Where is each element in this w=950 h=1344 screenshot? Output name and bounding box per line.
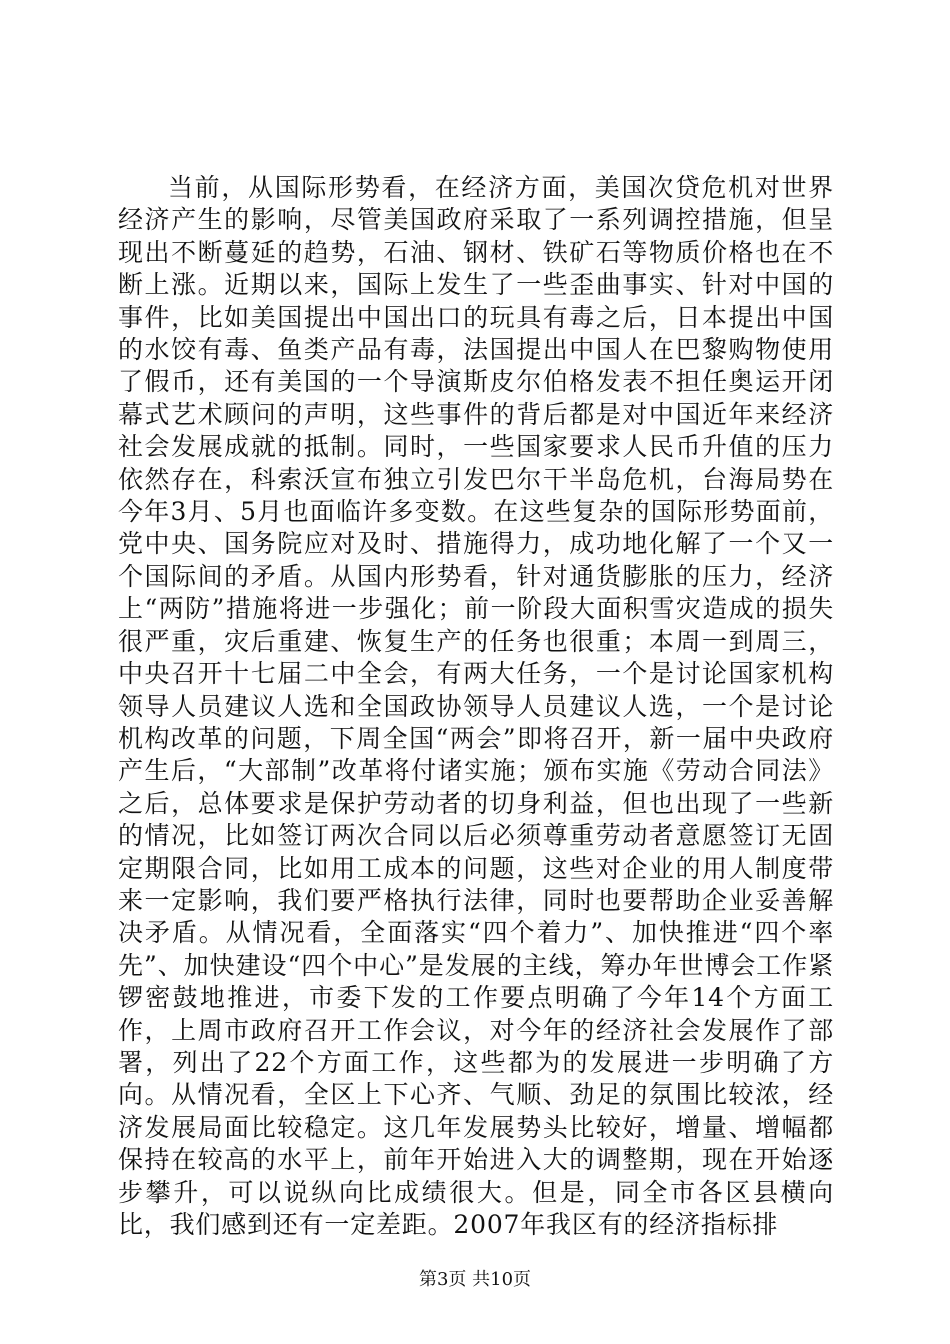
page-number-footer: 第3页 共10页 [418,1269,532,1290]
body-paragraph: 当前，从国际形势看，在经济方面，美国次贷危机对世界经济产生的影响，尽管美国政府采取了一系列调控措施，但呈现出不断蔓延的趋势，石油、钢材、铁矿石等物质价格也在不断上涨。近期以来，国际上发生了一些歪曲事实、针对中国的事件，比如美国提出中国出口的玩具有毒之后，日本提出中国的水饺有毒、鱼类产品有毒，法国提出中国人在巴黎购物使用了假币，还有美国的一个导演斯皮尔伯格发表不担任奥运开闭幕式艺术顾问的声明，这些事件的背后都是对中国近年来经济社会发展成就的抵制。同时，一些国家要求人民币升值的压力依然存在，科索沃宣布独立引发巴尔干半岛危机，台海局势在今年3月、5月也面临许多变数。在这些复杂的国际形势面前，党中央、国务院应对及时、措施得力，成功地化解了一个又一个国际间的矛盾。从国内形势看，针对通货膨胀的压力，经济上“两防”措施将进一步强化；前一阶段大面积雪灾造成的损失很严重，灾后重建、恢复生产的任务也很重；本周一到周三，中央召开十七届二中全会，有两大任务，一个是讨论国家机构领导人员建议人选和全国政协领导人员建议人选，一个是讨论机构改革的问题，下周全国“两会”即将召开，新一届中央政府产生后，“大部制”改革将付诸实施；颁布实施《劳动合同法》之后，总体要求是保护劳动者的切身利益，但也出现了一些新的情况，比如签订两次合同以后必须尊重劳动者意愿签订无固定期限合同，比如用工成本的问题，这些对企业的用人制度带来一定影响，我们要严格执行法律，同时也要帮助企业妥善解决矛盾。从情况看，全面落实“四个着力”、加快推进“四个率先”、加快建设“四个中心”是发展的主线，筹办年世博会工作紧锣密鼓地推进，市委下发的工作要点明确了今年14个方面工作，上周市政府召开工作会议，对今年的经济社会发展作了部署，列出了22个方面工作，这些都为的发展进一步明确了方向。从情况看，全区上下心齐、气顺、劲足的氛围比较浓，经济发展局面比较稳定。这几年发展势头比较好，增量、增幅都保持在较高的水平上，前年开始进入大的调整期，现在开始逐步攀升，可以说纵向比成绩很大。但是，同全市各区县横向比，我们感到还有一定差距。2007年我区有的经济指标排 [118,173,834,1239]
